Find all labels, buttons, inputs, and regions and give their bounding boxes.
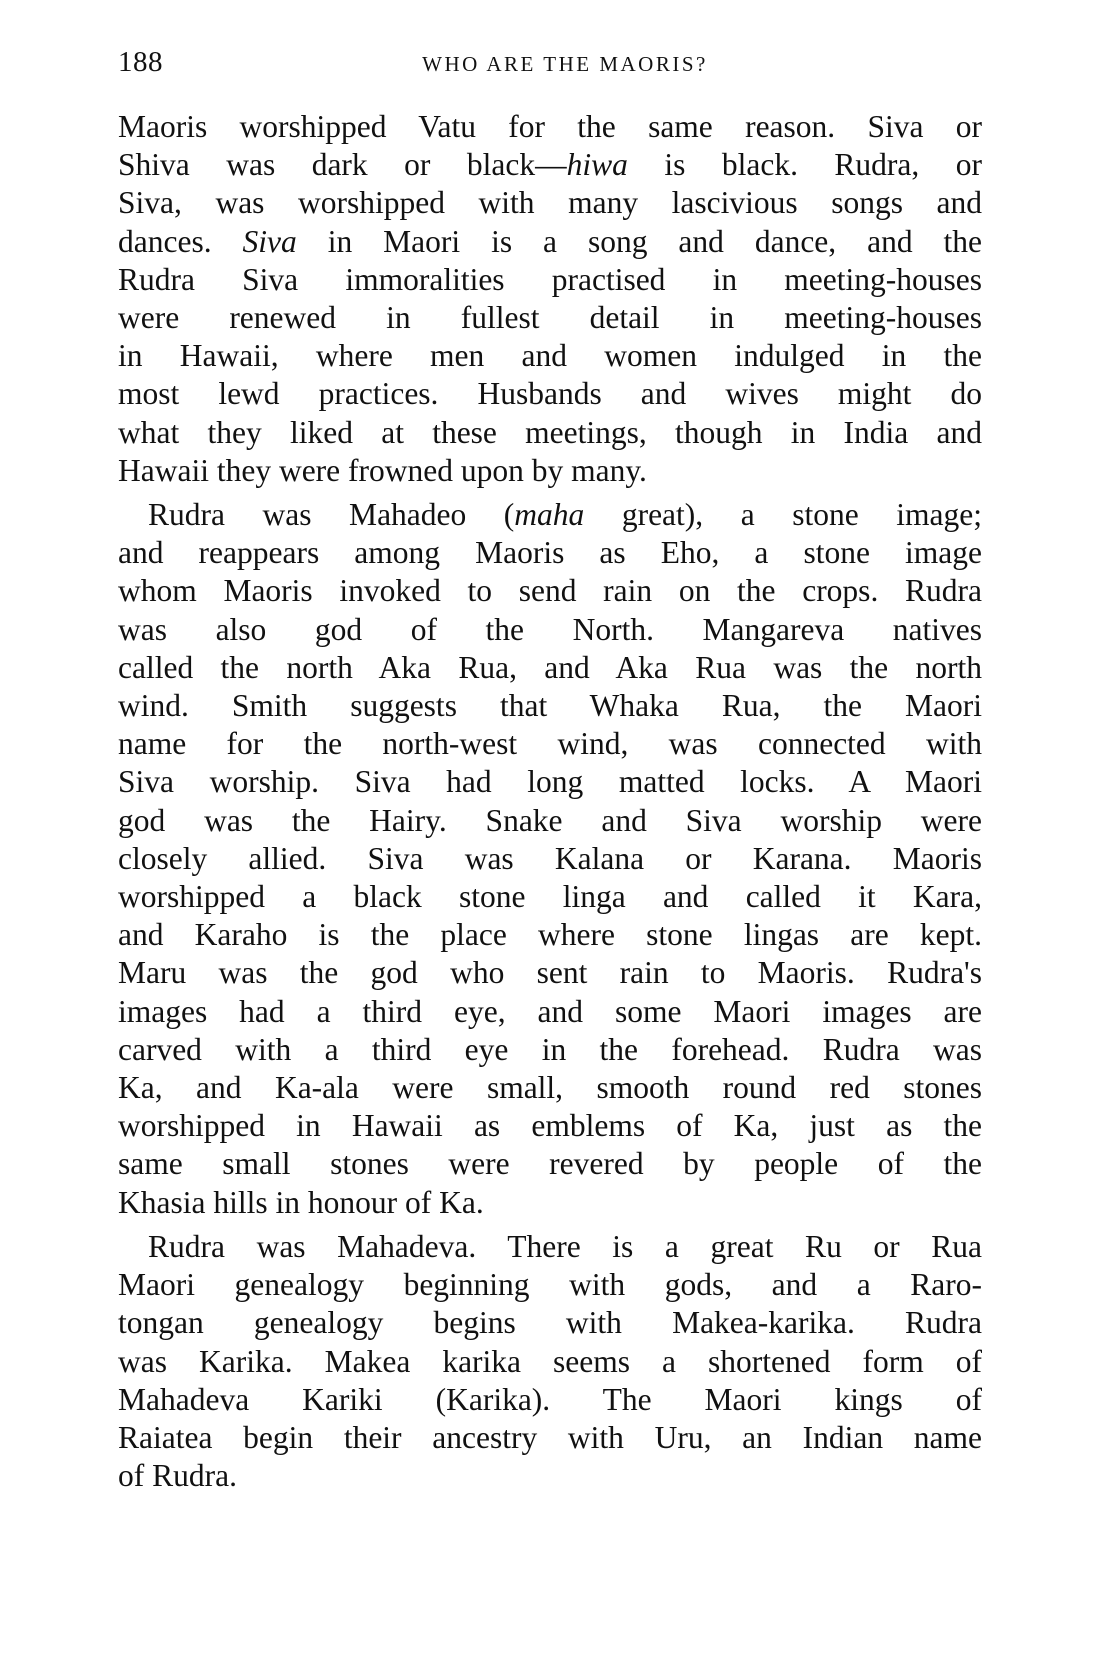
text-line: Raiatea begin their ancestry with Uru, an Indian name: [118, 1419, 982, 1455]
text-line: worshipped in Hawaii as emblems of Ka, just as the: [118, 1108, 982, 1144]
text-line: images had a third eye, and some Maori images are: [118, 993, 982, 1029]
paragraph-3: [118, 1228, 982, 1495]
text-line: was also god of the North. Mangareva natives: [118, 611, 982, 647]
text-line: Siva, was worshipped with many lascivious songs and: [118, 185, 982, 221]
text-line: Mahadeva Kariki (Karika). The Maori kings of: [118, 1381, 982, 1417]
text-line: of Rudra.: [118, 1458, 237, 1494]
italic-word: hiwa: [566, 147, 628, 183]
text-line: Rudra was Mahadeo (maha great), a stone image;: [148, 497, 982, 533]
page-number: 188: [118, 46, 163, 78]
text-line: god was the Hairy. Snake and Siva worship were: [118, 802, 982, 838]
text-line: most lewd practices. Husbands and wives might do: [118, 376, 982, 412]
running-title: WHO ARE THE MAORIS?: [422, 52, 708, 76]
text-line: was Karika. Makea karika seems a shortened form of: [118, 1343, 982, 1379]
text-line: closely allied. Siva was Kalana or Karana. Maoris: [118, 840, 982, 876]
text-line: worshipped a black stone linga and called it Kara,: [118, 879, 982, 915]
text-line: dances. Siva in Maori is a song and dance, and the: [118, 223, 983, 259]
book-page: [118, 40, 982, 1495]
text-line: Siva worship. Siva had long matted locks. A Maori: [118, 764, 982, 800]
text-line: same small stones were revered by people of the: [118, 1146, 982, 1182]
text-line: Hawaii they were frowned upon by many.: [118, 452, 647, 488]
text-line: Khasia hills in honour of Ka.: [118, 1184, 484, 1220]
running-head: [118, 40, 982, 92]
text-line: were renewed in fullest detail in meeting-houses: [118, 300, 982, 336]
text-line: Maru was the god who sent rain to Maoris. Rudra's: [118, 955, 982, 991]
text-line: tongan genealogy begins with Makea-karika. Rudra: [118, 1305, 982, 1341]
text-line: what they liked at these meetings, though in India and: [118, 414, 982, 450]
body-text: [118, 108, 982, 1495]
text-line: called the north Aka Rua, and Aka Rua was the north: [118, 649, 982, 685]
text-line: carved with a third eye in the forehead. Rudra was: [118, 1031, 982, 1067]
text-line: wind. Smith suggests that Whaka Rua, the Maori: [118, 688, 982, 724]
text-line: in Hawaii, where men and women indulged in the: [118, 338, 982, 374]
text-line: and Karaho is the place where stone lingas are kept.: [118, 917, 982, 953]
text-line: Maori genealogy beginning with gods, and a Raro-: [118, 1267, 982, 1303]
paragraph-1: [118, 108, 982, 490]
paragraph-2: [118, 496, 982, 1222]
text-line: name for the north-west wind, was connected with: [118, 726, 982, 762]
text-line: Maoris worshipped Vatu for the same reason. Siva or: [118, 109, 982, 144]
text-line: Ka, and Ka-ala were small, smooth round red stones: [118, 1070, 982, 1106]
text-line: Rudra was Mahadeva. There is a great Ru or Rua: [148, 1228, 982, 1264]
text-line: and reappears among Maoris as Eho, a stone image: [118, 535, 982, 571]
text-line: Shiva was dark or black—hiwa is black. Rudra, or: [118, 147, 982, 183]
italic-word: Siva: [242, 223, 297, 259]
italic-word: maha: [514, 497, 585, 533]
text-line: Rudra Siva immoralities practised in meeting-houses: [118, 261, 982, 297]
text-line: whom Maoris invoked to send rain on the crops. Rudra: [118, 573, 982, 609]
